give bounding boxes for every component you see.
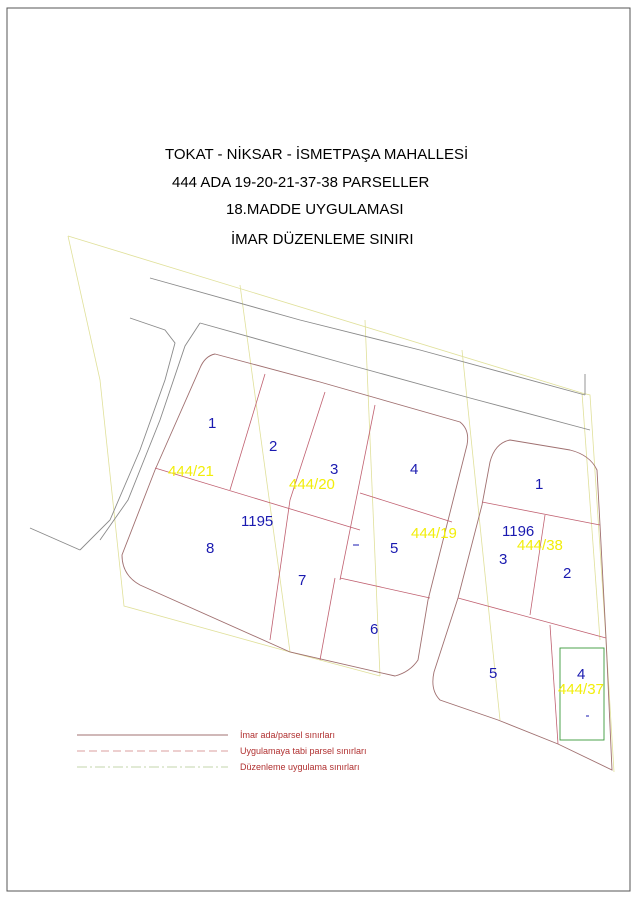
block-1195-parcel-lines xyxy=(155,374,452,660)
old-parcel-label: 444/19 xyxy=(411,525,457,542)
parcel-number: 4 xyxy=(410,461,419,478)
parcel-number: 2 xyxy=(563,565,572,582)
legend xyxy=(77,730,367,772)
title-line-2: 444 ADA 19-20-21-37-38 PARSELLER xyxy=(172,174,430,191)
parcel-number: 8 xyxy=(206,540,215,557)
parcel-number: 3 xyxy=(330,461,339,478)
block-number-1195: 1195 xyxy=(241,513,274,530)
parcel-number: 7 xyxy=(298,572,307,589)
old-parcel-label: 444/20 xyxy=(289,476,335,493)
title-line-3: 18.MADDE UYGULAMASI xyxy=(226,201,404,218)
parcel-number: 5 xyxy=(390,540,399,557)
title-line-4: İMAR DÜZENLEME SINIRI xyxy=(231,231,414,248)
parcel-number: 6 xyxy=(370,621,379,638)
sheet-border xyxy=(7,8,630,891)
title-line-1: TOKAT - NİKSAR - İSMETPAŞA MAHALLESİ xyxy=(165,146,469,163)
legend-label-parcel: Uygulamaya tabi parsel sınırları xyxy=(240,746,367,756)
block-number-1196: 1196 xyxy=(502,523,535,540)
parcel-number: 4 xyxy=(577,666,586,683)
parcel-number: 1 xyxy=(208,415,217,432)
legend-label-regulation: Düzenleme uygulama sınırları xyxy=(240,762,360,772)
block-1195 xyxy=(122,354,468,676)
parcel-number: 3 xyxy=(499,551,508,568)
block-1196 xyxy=(433,440,612,770)
old-parcel-label: 444/21 xyxy=(168,463,214,480)
legend-label-block: İmar ada/parsel sınırları xyxy=(240,730,336,740)
parcel-number: 2 xyxy=(269,438,278,455)
parcel-number: 5 xyxy=(489,665,498,682)
old-parcel-label: 444/38 xyxy=(517,537,563,554)
regulation-boundary xyxy=(68,236,614,772)
parcel-number: 1 xyxy=(535,476,544,493)
old-parcel-label: 444/37 xyxy=(558,681,604,698)
